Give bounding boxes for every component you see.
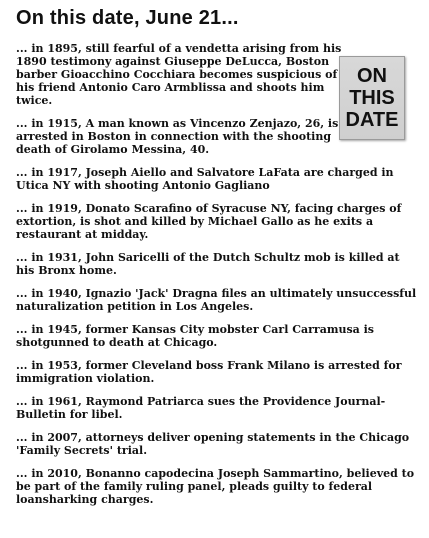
list-item: ... in 1915, A man known as Vincenzo Zenjazo, 26, is arrested in Boston in connection with the shooting death of Girolamo Messina, 40. [16, 117, 339, 156]
list-item: ... in 1945, former Kansas City mobster Carl Carramusa is shotgunned to death at Chicago. [16, 323, 374, 349]
list-item: ... in 2007, attorneys deliver opening statements in the Chicago 'Family Secrets' trial. [16, 431, 410, 457]
list-item: ... in 2010, Bonanno capodecina Joseph Sammartino, believed to be part of the family ruling panel, pleads guilty to federal loansharking charges. [16, 467, 415, 506]
list-item: ... in 1917, Joseph Aiello and Salvatore LaFata are charged in Utica NY with shooting Antonio Gagliano [16, 166, 394, 192]
badge-line-1: ON [357, 65, 387, 87]
on-this-date-badge [339, 56, 405, 140]
badge-line-2: THIS [349, 87, 395, 109]
list-item: ... in 1931, John Saricelli of the Dutch Schultz mob is killed at his Bronx home. [16, 251, 400, 277]
list-item: ... in 1895, still fearful of a vendetta arising from his 1890 testimony against Giuseppe DeLucca, Boston barber Gioacchino Cocchiara becomes suspicious of his friend Antonio Caro Armblissa and shoots him twice. [16, 42, 342, 107]
list-item: ... in 1919, Donato Scarafino of Syracuse NY, facing charges of extortion, is shot and killed by Michael Gallo as he exits a restaurant at midday. [16, 202, 402, 241]
page-title: On this date, June 21... [16, 7, 239, 29]
list-item: ... in 1961, Raymond Patriarca sues the Providence Journal-Bulletin for libel. [16, 395, 386, 421]
badge-line-3: DATE [345, 109, 399, 131]
list-item: ... in 1940, Ignazio 'Jack' Dragna files an ultimately unsuccessful naturalization petition in Los Angeles. [16, 287, 417, 313]
list-item: ... in 1953, former Cleveland boss Frank Milano is arrested for immigration violation. [16, 359, 402, 385]
